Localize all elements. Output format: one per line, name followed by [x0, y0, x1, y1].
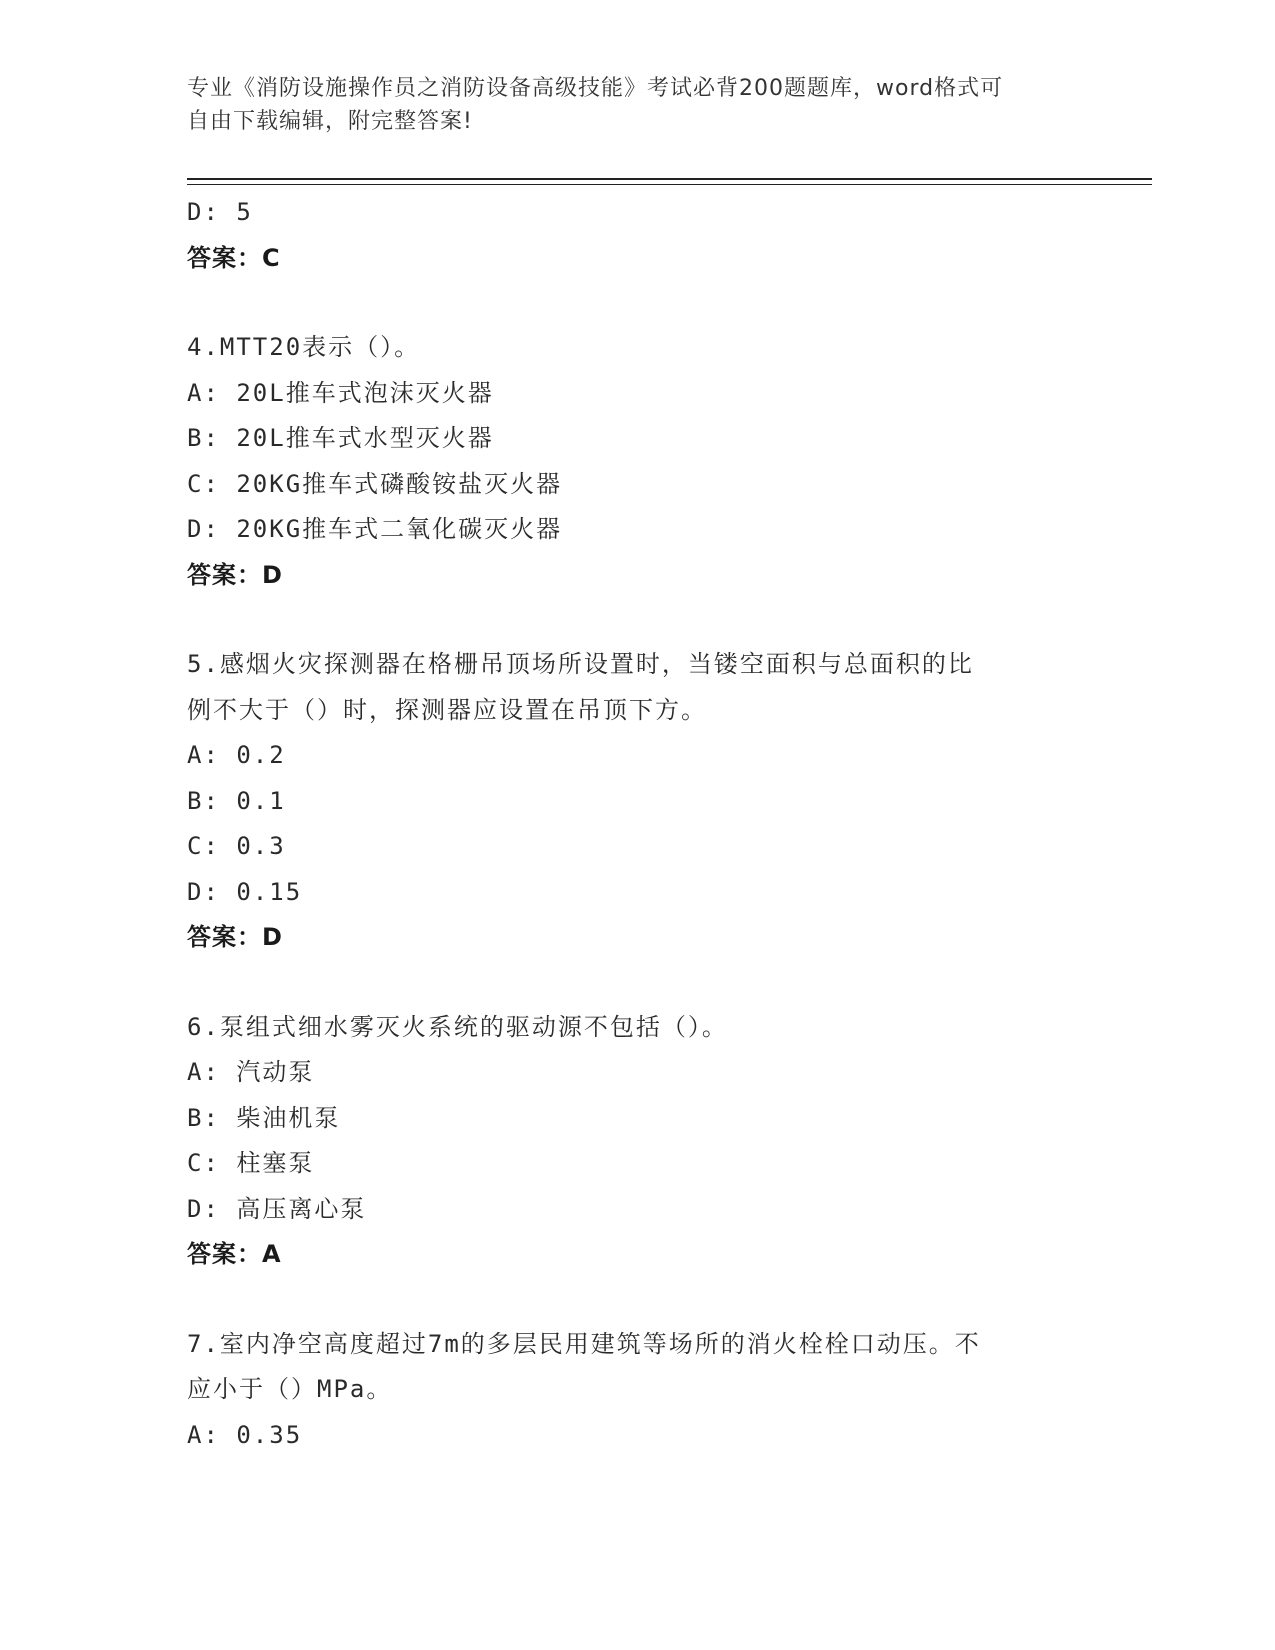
spacer — [187, 598, 1087, 642]
question-text-line-2: 例不大于（）时，探测器应设置在吊顶下方。 — [187, 695, 707, 724]
question-block-3-tail — [187, 190, 1087, 281]
answer-label: 答案：D — [187, 560, 283, 589]
answer-label: 答案：D — [187, 923, 283, 951]
question-text: 4.MTT20表示（）。 — [187, 333, 421, 361]
answer-label: 答案：A — [187, 1240, 282, 1268]
option-c: C: 20KG推车式磷酸铵盐灭火器 — [187, 469, 563, 498]
header-line-1: 专业《消防设施操作员之消防设备高级技能》考试必背200题题库，word格式可 — [187, 76, 1004, 101]
question-text-line-1: 7.室内净空高度超过7m的多层民用建筑等场所的消火栓栓口动压。不 — [187, 1329, 981, 1358]
question-block-7 — [187, 1322, 1087, 1459]
answer-label: 答案：C — [187, 243, 281, 272]
question-text-line-2: 应小于（）MPa。 — [187, 1375, 393, 1403]
question-text-line-1: 5.感烟火灾探测器在格栅吊顶场所设置时，当镂空面积与总面积的比 — [187, 650, 974, 678]
option-c: C: 柱塞泵 — [187, 1149, 315, 1177]
question-list — [187, 190, 1087, 1458]
option-a: A: 0.2 — [187, 741, 286, 769]
header-divider — [187, 178, 1152, 185]
option-b: B: 20L推车式水型灭火器 — [187, 424, 494, 452]
document-header — [187, 72, 1067, 138]
option-a: A: 0.35 — [187, 1420, 303, 1449]
option-b: B: 柴油机泵 — [187, 1103, 341, 1132]
option-a: A: 20L推车式泡沫灭火器 — [187, 378, 494, 407]
spacer — [187, 961, 1087, 1005]
question-text: 6.泵组式细水雾灭火系统的驱动源不包括（）。 — [187, 1012, 728, 1041]
option-c: C: 0.3 — [187, 832, 286, 860]
option-d: D: 20KG推车式二氧化碳灭火器 — [187, 515, 563, 543]
option-a: A: 汽动泵 — [187, 1058, 315, 1086]
option-d: D: 高压离心泵 — [187, 1194, 367, 1223]
spacer — [187, 281, 1087, 325]
option-d: D: 5 — [187, 198, 253, 226]
header-line-2: 自由下载编辑，附完整答案! — [187, 109, 473, 134]
option-b: B: 0.1 — [187, 786, 286, 815]
question-block-5 — [187, 642, 1087, 961]
option-d: D: 0.15 — [187, 877, 303, 906]
spacer — [187, 1278, 1087, 1322]
question-block-6 — [187, 1005, 1087, 1278]
question-block-4 — [187, 325, 1087, 598]
